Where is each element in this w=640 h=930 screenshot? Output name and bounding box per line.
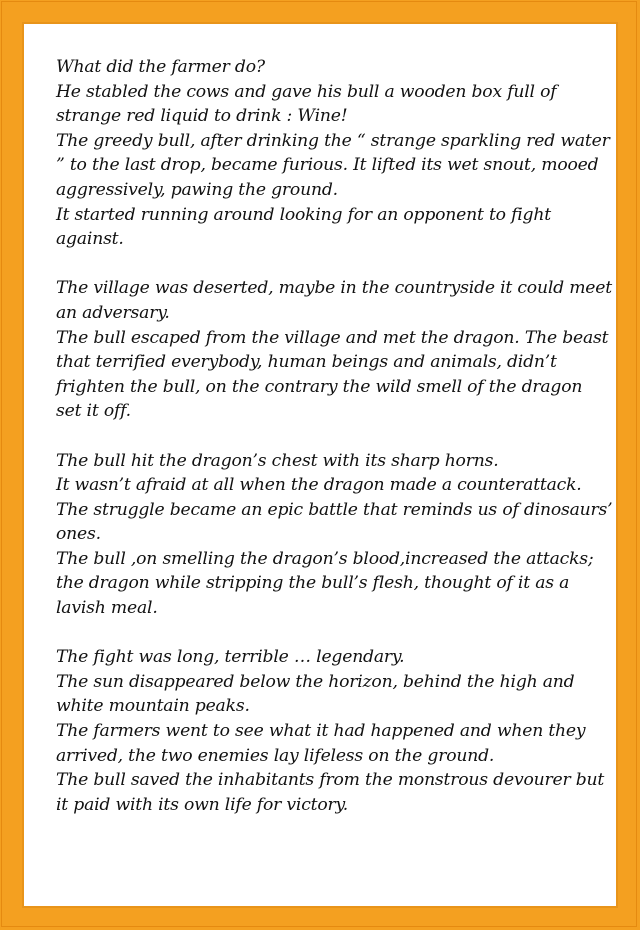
paragraph-gap bbox=[56, 252, 588, 277]
text-line: The greedy bull, after drinking the “ strange sparkling red water bbox=[56, 130, 610, 151]
text-line: The bull ,on smelling the dragon’s blood,increased the attacks; bbox=[56, 548, 594, 569]
text-line: an adversary. bbox=[56, 302, 170, 323]
story-text bbox=[56, 55, 613, 817]
paragraph-4 bbox=[56, 645, 605, 817]
text-line: the dragon while stripping the bull’s flesh, thought of it as a bbox=[56, 573, 570, 594]
text-line: The bull escaped from the village and met the dragon. The beast bbox=[56, 327, 609, 348]
paragraph-gap bbox=[56, 621, 588, 646]
text-line: He stabled the cows and gave his bull a wooden box full of bbox=[56, 81, 557, 102]
text-line: The village was deserted, maybe in the countryside it could meet bbox=[56, 278, 612, 299]
paragraph-2 bbox=[56, 276, 612, 424]
text-line: The farmers went to see what it had happened and when they bbox=[56, 721, 586, 742]
text-line: The bull saved the inhabitants from the monstrous devourer but bbox=[56, 770, 605, 791]
text-line: The struggle became an epic battle that reminds us of dinosaurs’ bbox=[56, 499, 613, 520]
text-line: that terrified everybody, human beings and animals, didn’t bbox=[56, 352, 557, 373]
text-line: frighten the bull, on the contrary the wild smell of the dragon bbox=[56, 376, 583, 397]
text-line: white mountain peaks. bbox=[56, 696, 250, 717]
text-line: set it off. bbox=[56, 401, 131, 422]
text-line: strange red liquid to drink : Wine! bbox=[56, 106, 348, 127]
text-line: The bull hit the dragon’s chest with its sharp horns. bbox=[56, 450, 499, 471]
text-line: lavish meal. bbox=[56, 598, 158, 619]
paragraph-1 bbox=[56, 55, 610, 252]
text-line: What did the farmer do? bbox=[56, 57, 265, 77]
text-line: it paid with its own life for victory. bbox=[56, 794, 348, 815]
text-line: The fight was long, terrible … legendary. bbox=[56, 647, 405, 668]
text-line: against. bbox=[56, 229, 124, 250]
text-line: ” to the last drop, became furious. It lifted its wet snout, mooed bbox=[56, 155, 599, 176]
paragraph-3 bbox=[56, 449, 613, 621]
text-line: ones. bbox=[56, 524, 101, 545]
text-line: It wasn’t afraid at all when the dragon made a counterattack. bbox=[56, 475, 582, 496]
text-line: aggressively, pawing the ground. bbox=[56, 179, 338, 200]
text-line: The sun disappeared below the horizon, behind the high and bbox=[56, 671, 575, 692]
paragraph-gap bbox=[56, 424, 588, 449]
text-line: arrived, the two enemies lay lifeless on the ground. bbox=[56, 745, 495, 766]
text-line: It started running around looking for an opponent to fight bbox=[56, 204, 551, 225]
